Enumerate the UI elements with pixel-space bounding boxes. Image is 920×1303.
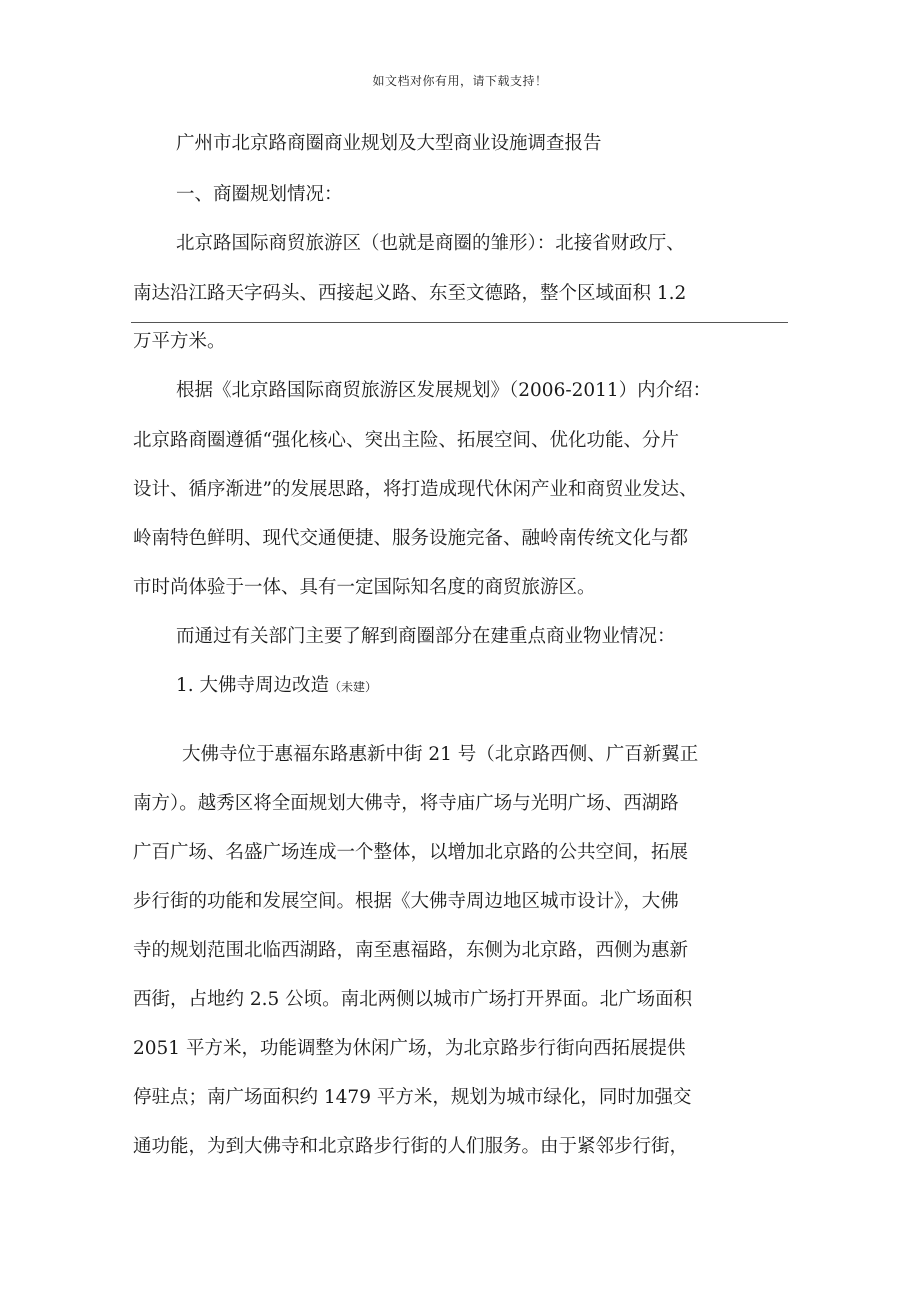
item-heading-note: （未建）	[329, 680, 378, 694]
paragraph-line: 而通过有关部门主要了解到商圈部分在建重点商业物业情况：	[176, 626, 676, 647]
paragraph-line: 广百广场、名盛广场连成一个整体，以增加北京路的公共空间，拓展	[133, 842, 689, 863]
horizontal-rule	[131, 322, 788, 323]
paragraph-line: 根据《北京路国际商贸旅游区发展规划》（2006-2011）内介绍：	[176, 380, 712, 401]
paragraph-line: 设计、循序渐进”的发展思路，将打造成现代休闲产业和商贸业发达、	[133, 479, 698, 500]
paragraph-line: 市时尚体验于一体、具有一定国际知名度的商贸旅游区。	[133, 577, 596, 598]
item-heading	[176, 671, 377, 697]
paragraph-line: 西街，占地约 2.5 公顷。南北两侧以城市广场打开界面。北广场面积	[133, 989, 693, 1010]
paragraph-line: 2051 平方米，功能调整为休闲广场，为北京路步行街向西拓展提供	[133, 1038, 686, 1059]
paragraph-line: 停驻点；南广场面积约 1479 平方米，规划为城市绿化，同时加强交	[133, 1087, 692, 1108]
paragraph-line: 步行街的功能和发展空间。根据《大佛寺周边地区城市设计》，大佛	[133, 891, 679, 912]
paragraph-line: 大佛寺位于惠福东路惠新中街 21 号（北京路西侧、广百新翼正	[182, 744, 699, 765]
item-heading-text: 1. 大佛寺周边改造	[176, 675, 330, 696]
paragraph-line: 南达沿江路天字码头、西接起义路、东至文德路，整个区域面积 1.2	[133, 283, 687, 304]
paragraph-line: 寺的规划范围北临西湖路，南至惠福路，东侧为北京路，西侧为惠新	[133, 940, 689, 961]
paragraph-line: 北京路国际商贸旅游区（也就是商圈的雏形）：北接省财政厅、	[176, 233, 685, 254]
paragraph-line: 万平方米。	[133, 331, 226, 352]
paragraph-line: 岭南特色鲜明、现代交通便捷、服务设施完备、融岭南传统文化与都	[133, 528, 689, 549]
paragraph-line: 通功能，为到大佛寺和北京路步行街的人们服务。由于紧邻步行街，	[133, 1136, 689, 1157]
paragraph-line: 北京路商圈遵循“强化核心、突出主险、拓展空间、优化功能、分片	[133, 430, 679, 451]
section-heading: 一、商圈规划情况：	[176, 184, 343, 205]
paragraph-line: 南方）。越秀区将全面规划大佛寺，将寺庙广场与光明广场、西湖路	[133, 793, 679, 814]
document-title: 广州市北京路商圈商业规划及大型商业设施调查报告	[176, 133, 602, 154]
page-header: 如文档对你有用，请下载支持！	[372, 74, 548, 88]
